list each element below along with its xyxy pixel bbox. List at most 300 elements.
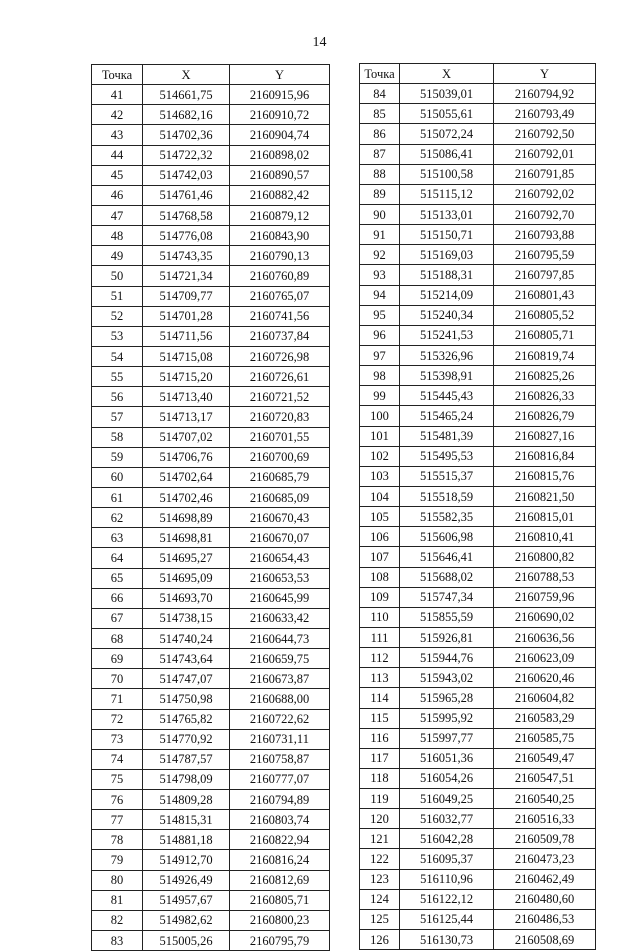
cell-y: 2160722,62 (230, 709, 330, 729)
cell-x: 514809,28 (143, 790, 230, 810)
table-row (92, 628, 330, 648)
table-row (92, 125, 330, 145)
cell-x: 515241,53 (400, 325, 494, 345)
cell-point: 124 (360, 889, 400, 909)
cell-x: 514698,89 (143, 508, 230, 528)
cell-point: 112 (360, 648, 400, 668)
cell-y: 2160794,89 (230, 790, 330, 810)
cell-point: 104 (360, 486, 400, 506)
cell-x: 514770,92 (143, 729, 230, 749)
cell-x: 515445,43 (400, 386, 494, 406)
table-row (360, 345, 596, 365)
cell-y: 2160636,56 (494, 627, 596, 647)
cell-y: 2160644,73 (230, 628, 330, 648)
cell-y: 2160805,52 (494, 305, 596, 325)
cell-y: 2160815,01 (494, 507, 596, 527)
cell-point: 97 (360, 345, 400, 365)
table-row (92, 105, 330, 125)
cell-point: 62 (92, 508, 143, 528)
cell-x: 515495,53 (400, 446, 494, 466)
table-row (360, 124, 596, 144)
cell-x: 515188,31 (400, 265, 494, 285)
cell-y: 2160794,92 (494, 84, 596, 104)
cell-x: 516042,28 (400, 829, 494, 849)
column-header-x: X (400, 64, 494, 84)
cell-point: 88 (360, 164, 400, 184)
cell-point: 102 (360, 446, 400, 466)
cell-y: 2160791,85 (494, 164, 596, 184)
table-row (360, 648, 596, 668)
cell-point: 84 (360, 84, 400, 104)
table-row (92, 487, 330, 507)
cell-y: 2160815,76 (494, 466, 596, 486)
table-row (360, 547, 596, 567)
cell-point: 49 (92, 246, 143, 266)
table-row (92, 286, 330, 306)
cell-point: 118 (360, 768, 400, 788)
cell-y: 2160583,29 (494, 708, 596, 728)
cell-x: 515115,12 (400, 184, 494, 204)
cell-point: 63 (92, 528, 143, 548)
cell-point: 51 (92, 286, 143, 306)
cell-x: 514709,77 (143, 286, 230, 306)
cell-point: 72 (92, 709, 143, 729)
cell-x: 514743,64 (143, 649, 230, 669)
cell-y: 2160670,43 (230, 508, 330, 528)
cell-point: 87 (360, 144, 400, 164)
table-row (92, 830, 330, 850)
cell-point: 82 (92, 910, 143, 930)
table-row (360, 204, 596, 224)
cell-y: 2160915,96 (230, 85, 330, 105)
cell-y: 2160805,71 (494, 325, 596, 345)
cell-x: 516110,96 (400, 869, 494, 889)
cell-point: 57 (92, 407, 143, 427)
cell-y: 2160800,23 (230, 910, 330, 930)
cell-x: 515039,01 (400, 84, 494, 104)
cell-y: 2160822,94 (230, 830, 330, 850)
cell-y: 2160825,26 (494, 366, 596, 386)
table-row (360, 728, 596, 748)
cell-x: 514740,24 (143, 628, 230, 648)
cell-x: 515943,02 (400, 668, 494, 688)
table-row (360, 507, 596, 527)
cell-y: 2160810,41 (494, 527, 596, 547)
cell-x: 515240,34 (400, 305, 494, 325)
cell-y: 2160801,43 (494, 285, 596, 305)
table-row (360, 245, 596, 265)
cell-x: 514912,70 (143, 850, 230, 870)
cell-y: 2160816,84 (494, 446, 596, 466)
cell-point: 64 (92, 548, 143, 568)
cell-y: 2160547,51 (494, 768, 596, 788)
cell-x: 515055,61 (400, 104, 494, 124)
cell-x: 514706,76 (143, 447, 230, 467)
cell-point: 110 (360, 607, 400, 627)
cell-x: 514722,32 (143, 145, 230, 165)
cell-point: 58 (92, 427, 143, 447)
table-row (92, 346, 330, 366)
cell-x: 515926,81 (400, 627, 494, 647)
cell-y: 2160585,75 (494, 728, 596, 748)
cell-x: 515995,92 (400, 708, 494, 728)
table-row (92, 407, 330, 427)
cell-y: 2160486,53 (494, 909, 596, 929)
cell-x: 514715,20 (143, 367, 230, 387)
table-row (92, 508, 330, 528)
cell-point: 69 (92, 649, 143, 669)
table-row (360, 527, 596, 547)
cell-y: 2160882,42 (230, 185, 330, 205)
cell-x: 516049,25 (400, 789, 494, 809)
cell-point: 42 (92, 105, 143, 125)
cell-point: 96 (360, 325, 400, 345)
cell-y: 2160803,74 (230, 810, 330, 830)
table-row (92, 226, 330, 246)
cell-x: 514713,17 (143, 407, 230, 427)
table-row (92, 145, 330, 165)
cell-point: 74 (92, 749, 143, 769)
cell-x: 515481,39 (400, 426, 494, 446)
cell-point: 46 (92, 185, 143, 205)
cell-x: 515518,59 (400, 486, 494, 506)
cell-point: 101 (360, 426, 400, 446)
cell-point: 111 (360, 627, 400, 647)
cell-point: 70 (92, 669, 143, 689)
cell-y: 2160685,09 (230, 487, 330, 507)
cell-point: 94 (360, 285, 400, 305)
table-header-row (360, 64, 596, 84)
table-row (360, 930, 596, 950)
cell-point: 77 (92, 810, 143, 830)
table-row (92, 467, 330, 487)
cell-x: 516095,37 (400, 849, 494, 869)
table-row (92, 608, 330, 628)
table-row (360, 627, 596, 647)
cell-y: 2160759,96 (494, 587, 596, 607)
column-header-point: Точка (360, 64, 400, 84)
cell-x: 516054,26 (400, 768, 494, 788)
cell-x: 514738,15 (143, 608, 230, 628)
cell-y: 2160843,90 (230, 226, 330, 246)
cell-point: 59 (92, 447, 143, 467)
table-row (360, 688, 596, 708)
cell-y: 2160473,23 (494, 849, 596, 869)
cell-point: 54 (92, 346, 143, 366)
table-row (92, 769, 330, 789)
cell-point: 43 (92, 125, 143, 145)
cell-x: 515398,91 (400, 366, 494, 386)
cell-y: 2160726,98 (230, 346, 330, 366)
cell-x: 514698,81 (143, 528, 230, 548)
cell-y: 2160812,69 (230, 870, 330, 890)
cell-point: 105 (360, 507, 400, 527)
cell-x: 514798,09 (143, 769, 230, 789)
cell-y: 2160826,79 (494, 406, 596, 426)
cell-y: 2160700,69 (230, 447, 330, 467)
cell-y: 2160816,24 (230, 850, 330, 870)
cell-point: 53 (92, 326, 143, 346)
cell-x: 514661,75 (143, 85, 230, 105)
cell-x: 514768,58 (143, 205, 230, 225)
cell-y: 2160540,25 (494, 789, 596, 809)
cell-x: 514695,09 (143, 568, 230, 588)
cell-point: 71 (92, 689, 143, 709)
cell-x: 514747,07 (143, 669, 230, 689)
cell-x: 514776,08 (143, 226, 230, 246)
cell-y: 2160760,89 (230, 266, 330, 286)
cell-point: 93 (360, 265, 400, 285)
cell-y: 2160549,47 (494, 748, 596, 768)
cell-y: 2160819,74 (494, 345, 596, 365)
cell-x: 515747,34 (400, 587, 494, 607)
cell-point: 90 (360, 204, 400, 224)
cell-point: 119 (360, 789, 400, 809)
cell-point: 109 (360, 587, 400, 607)
table-row (360, 184, 596, 204)
table-row (360, 366, 596, 386)
cell-point: 61 (92, 487, 143, 507)
table-row (360, 607, 596, 627)
table-row (92, 568, 330, 588)
table-row (92, 326, 330, 346)
cell-x: 515606,98 (400, 527, 494, 547)
table-row (360, 789, 596, 809)
cell-y: 2160765,07 (230, 286, 330, 306)
cell-point: 126 (360, 930, 400, 950)
cell-point: 47 (92, 205, 143, 225)
table-row (92, 749, 330, 769)
table-row (360, 144, 596, 164)
cell-y: 2160509,78 (494, 829, 596, 849)
table-row (92, 588, 330, 608)
table-row (92, 185, 330, 205)
cell-x: 514711,56 (143, 326, 230, 346)
cell-y: 2160790,13 (230, 246, 330, 266)
cell-point: 91 (360, 225, 400, 245)
cell-point: 85 (360, 104, 400, 124)
column-header-y: Y (230, 65, 330, 85)
table-row (360, 325, 596, 345)
table-row (360, 305, 596, 325)
cell-x: 515944,76 (400, 648, 494, 668)
table-row (92, 910, 330, 930)
cell-y: 2160516,33 (494, 809, 596, 829)
cell-y: 2160604,82 (494, 688, 596, 708)
table-row (360, 225, 596, 245)
cell-x: 516125,44 (400, 909, 494, 929)
cell-x: 515965,28 (400, 688, 494, 708)
column-header-x: X (143, 65, 230, 85)
cell-y: 2160654,43 (230, 548, 330, 568)
cell-y: 2160795,79 (230, 931, 330, 951)
cell-x: 515100,58 (400, 164, 494, 184)
cell-y: 2160792,01 (494, 144, 596, 164)
cell-point: 56 (92, 387, 143, 407)
page-number: 14 (312, 35, 327, 50)
table-row (92, 447, 330, 467)
table-row (360, 567, 596, 587)
cell-point: 100 (360, 406, 400, 426)
column-header-point: Точка (92, 65, 143, 85)
cell-point: 86 (360, 124, 400, 144)
cell-point: 81 (92, 890, 143, 910)
cell-x: 515646,41 (400, 547, 494, 567)
cell-point: 55 (92, 367, 143, 387)
cell-point: 80 (92, 870, 143, 890)
cell-point: 99 (360, 386, 400, 406)
cell-y: 2160462,49 (494, 869, 596, 889)
cell-x: 515072,24 (400, 124, 494, 144)
table-row (92, 548, 330, 568)
cell-y: 2160645,99 (230, 588, 330, 608)
cell-x: 514787,57 (143, 749, 230, 769)
cell-y: 2160659,75 (230, 649, 330, 669)
table-row (92, 205, 330, 225)
cell-point: 106 (360, 527, 400, 547)
cell-x: 515326,96 (400, 345, 494, 365)
cell-x: 514957,67 (143, 890, 230, 910)
cell-x: 514982,62 (143, 910, 230, 930)
cell-point: 114 (360, 688, 400, 708)
cell-point: 50 (92, 266, 143, 286)
cell-point: 66 (92, 588, 143, 608)
cell-y: 2160826,33 (494, 386, 596, 406)
cell-point: 65 (92, 568, 143, 588)
table-row (360, 386, 596, 406)
coordinates-table-right (359, 63, 596, 950)
cell-point: 108 (360, 567, 400, 587)
cell-point: 68 (92, 628, 143, 648)
cell-x: 515855,59 (400, 607, 494, 627)
cell-y: 2160721,52 (230, 387, 330, 407)
table-row (360, 265, 596, 285)
cell-y: 2160795,59 (494, 245, 596, 265)
table-row (360, 406, 596, 426)
table-row (360, 84, 596, 104)
cell-x: 514682,16 (143, 105, 230, 125)
cell-y: 2160670,07 (230, 528, 330, 548)
cell-y: 2160623,09 (494, 648, 596, 668)
cell-point: 52 (92, 306, 143, 326)
cell-y: 2160653,53 (230, 568, 330, 588)
cell-point: 44 (92, 145, 143, 165)
cell-point: 41 (92, 85, 143, 105)
cell-y: 2160793,49 (494, 104, 596, 124)
table-row (360, 889, 596, 909)
table-row (92, 85, 330, 105)
cell-point: 123 (360, 869, 400, 889)
cell-x: 514721,34 (143, 266, 230, 286)
cell-y: 2160690,02 (494, 607, 596, 627)
cell-y: 2160827,16 (494, 426, 596, 446)
table-row (360, 768, 596, 788)
table-row (360, 809, 596, 829)
table-row (360, 869, 596, 889)
cell-point: 117 (360, 748, 400, 768)
cell-x: 516130,73 (400, 930, 494, 950)
table-row (92, 709, 330, 729)
table-row (92, 931, 330, 951)
cell-point: 92 (360, 245, 400, 265)
cell-x: 514713,40 (143, 387, 230, 407)
table-row (92, 890, 330, 910)
cell-y: 2160741,56 (230, 306, 330, 326)
cell-x: 514702,46 (143, 487, 230, 507)
cell-y: 2160673,87 (230, 669, 330, 689)
table-row (360, 748, 596, 768)
cell-x: 515515,37 (400, 466, 494, 486)
table-row (92, 790, 330, 810)
cell-x: 514761,46 (143, 185, 230, 205)
cell-x: 515688,02 (400, 567, 494, 587)
cell-x: 515465,24 (400, 406, 494, 426)
table-row (360, 285, 596, 305)
cell-y: 2160800,82 (494, 547, 596, 567)
cell-y: 2160890,57 (230, 165, 330, 185)
cell-point: 75 (92, 769, 143, 789)
cell-y: 2160797,85 (494, 265, 596, 285)
table-row (92, 306, 330, 326)
cell-point: 60 (92, 467, 143, 487)
cell-point: 89 (360, 184, 400, 204)
cell-point: 95 (360, 305, 400, 325)
cell-x: 514765,82 (143, 709, 230, 729)
table-row (92, 528, 330, 548)
table-row (360, 587, 596, 607)
table-row (360, 668, 596, 688)
column-header-y: Y (494, 64, 596, 84)
table-header-row (92, 65, 330, 85)
cell-y: 2160720,83 (230, 407, 330, 427)
cell-point: 98 (360, 366, 400, 386)
cell-point: 83 (92, 931, 143, 951)
table-row (360, 486, 596, 506)
table-row (92, 266, 330, 286)
cell-y: 2160792,70 (494, 204, 596, 224)
cell-y: 2160508,69 (494, 930, 596, 950)
cell-x: 516051,36 (400, 748, 494, 768)
table-row (92, 689, 330, 709)
table-row (92, 870, 330, 890)
table-row (92, 810, 330, 830)
cell-x: 514750,98 (143, 689, 230, 709)
cell-x: 514815,31 (143, 810, 230, 830)
cell-y: 2160685,79 (230, 467, 330, 487)
cell-point: 116 (360, 728, 400, 748)
table-row (360, 708, 596, 728)
cell-point: 73 (92, 729, 143, 749)
cell-x: 514881,18 (143, 830, 230, 850)
cell-x: 514695,27 (143, 548, 230, 568)
table-row (92, 246, 330, 266)
cell-x: 514743,35 (143, 246, 230, 266)
cell-point: 113 (360, 668, 400, 688)
cell-x: 515150,71 (400, 225, 494, 245)
table-row (360, 164, 596, 184)
cell-x: 515005,26 (143, 931, 230, 951)
cell-point: 107 (360, 547, 400, 567)
cell-y: 2160821,50 (494, 486, 596, 506)
cell-y: 2160701,55 (230, 427, 330, 447)
cell-y: 2160777,07 (230, 769, 330, 789)
coordinates-table-left (91, 64, 330, 951)
cell-y: 2160792,50 (494, 124, 596, 144)
cell-y: 2160898,02 (230, 145, 330, 165)
cell-x: 514702,36 (143, 125, 230, 145)
cell-y: 2160793,88 (494, 225, 596, 245)
cell-point: 103 (360, 466, 400, 486)
